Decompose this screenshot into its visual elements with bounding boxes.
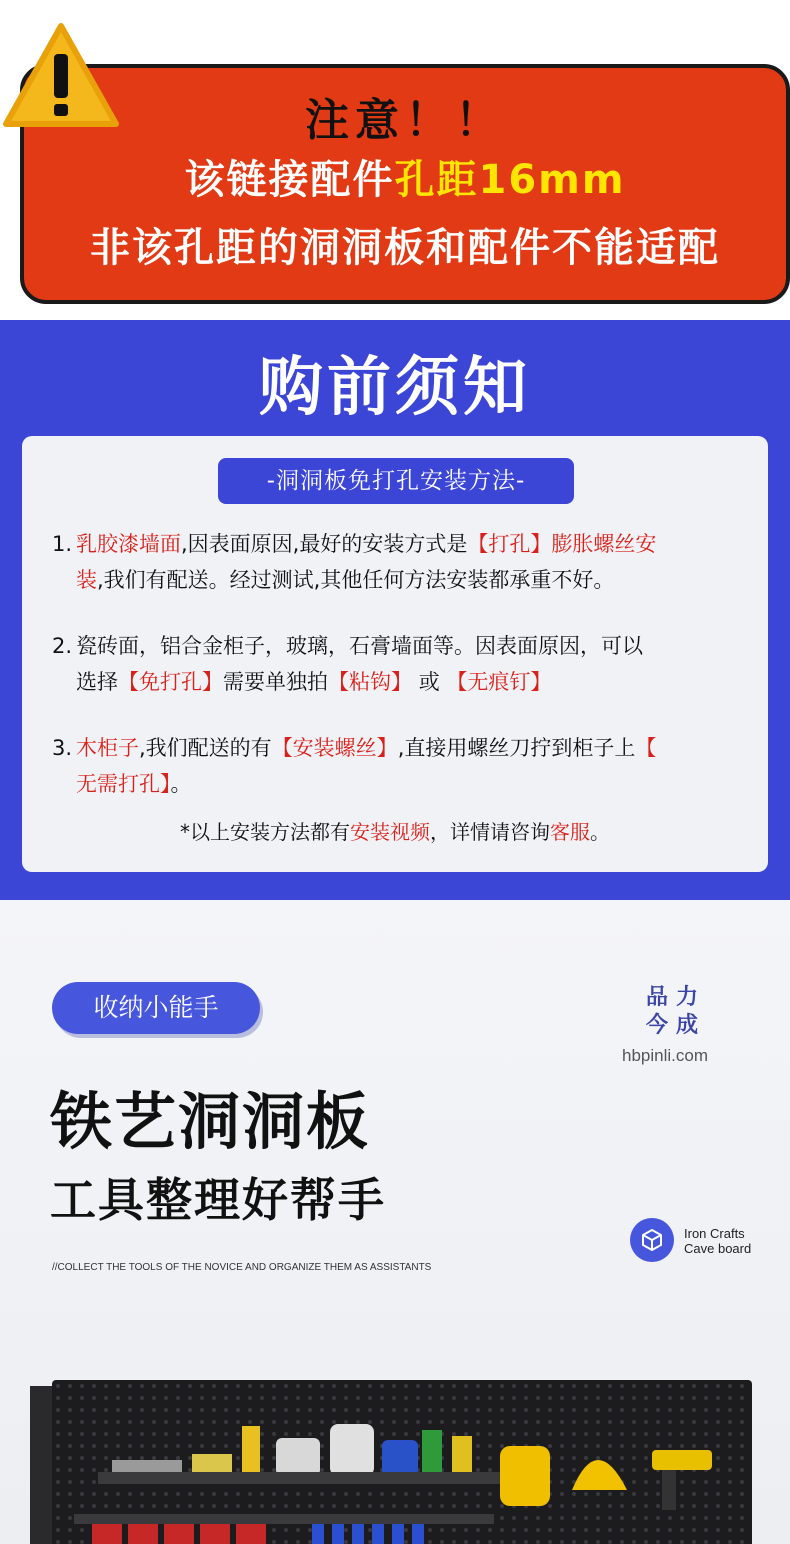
item-number: 2. bbox=[52, 634, 73, 658]
notice-item-1 bbox=[52, 526, 752, 598]
item1-text: ,我们有配送。经过测试,其他任何方法安装都承重不好。 bbox=[97, 568, 615, 592]
item1-highlight: 乳胶漆墙面 bbox=[76, 532, 181, 556]
item2-text: 选择 bbox=[76, 670, 118, 694]
logo-char: 今 bbox=[645, 1013, 668, 1038]
brand-url: hbpinli.com bbox=[622, 1046, 708, 1065]
item1-highlight: 【打孔】膨胀螺丝安 bbox=[467, 532, 657, 556]
warning-box bbox=[20, 64, 790, 304]
product-subtitle: 工具整理好帮手 bbox=[50, 1173, 386, 1227]
notice-footer bbox=[22, 816, 768, 845]
product-section bbox=[0, 900, 790, 1544]
item2-highlight: 【无痕钉】 bbox=[446, 670, 552, 694]
warning-compat-note: 非该孔距的洞洞板和配件不能适配 bbox=[90, 225, 720, 271]
logo-char: 品 bbox=[645, 985, 668, 1010]
warning-banner bbox=[0, 0, 790, 320]
notice-card bbox=[22, 436, 768, 872]
item1-text: ,因表面原因,最好的安装方式是 bbox=[181, 532, 468, 556]
pegboard-shelf bbox=[74, 1514, 494, 1524]
install-method-heading: -洞洞板免打孔安装方法- bbox=[218, 458, 574, 504]
item2-text: 瓷砖面，铝合金柜子，玻璃，石膏墙面等。因表面原因，可以 bbox=[76, 634, 643, 658]
pegboard-side bbox=[30, 1386, 54, 1544]
badge-text bbox=[684, 1226, 751, 1256]
notice-item-3 bbox=[52, 730, 752, 802]
cube-icon bbox=[630, 1218, 674, 1262]
notice-title: 购前须知 bbox=[259, 351, 531, 425]
purchase-notice-section bbox=[0, 320, 790, 900]
item-number: 3. bbox=[52, 736, 73, 760]
item3-highlight: 【 bbox=[635, 736, 657, 760]
logo-char: 力 bbox=[675, 985, 698, 1010]
logo-char: 成 bbox=[675, 1013, 698, 1038]
warning-line-spacing bbox=[24, 148, 786, 205]
item1-highlight: 装 bbox=[76, 568, 97, 592]
badge-line-1: Iron Crafts bbox=[684, 1226, 745, 1241]
item2-text: 或 bbox=[418, 670, 440, 694]
item2-highlight: 【免打孔】 bbox=[118, 670, 223, 694]
warning-line2-prefix: 该链接配件 bbox=[184, 157, 395, 203]
item3-highlight: 无需打孔】 bbox=[76, 772, 171, 796]
english-tagline: //COLLECT THE TOOLS OF THE NOVICE AND ORGANIZE THEM AS ASSISTANTS bbox=[52, 1262, 432, 1273]
warning-hole-spacing: 孔距16mm bbox=[394, 157, 626, 203]
item-number: 1. bbox=[52, 532, 73, 556]
notice-item-2 bbox=[52, 628, 752, 700]
badge-line-2: Cave board bbox=[684, 1241, 752, 1256]
item2-text: 需要单独拍 bbox=[223, 670, 328, 694]
product-title: 铁艺洞洞板 bbox=[50, 1085, 371, 1158]
warning-title: 注意！！ bbox=[305, 95, 505, 146]
item3-text: 。 bbox=[170, 772, 192, 796]
footer-service-link: 客服 bbox=[550, 820, 590, 844]
brand-logo bbox=[640, 982, 704, 1042]
item3-text: ,直接用螺丝刀拧到柜子上 bbox=[397, 736, 636, 760]
footer-text: ，详情请咨询 bbox=[430, 820, 550, 844]
footer-text: 。 bbox=[590, 820, 610, 844]
storage-tag: 收纳小能手 bbox=[52, 982, 260, 1034]
item3-text: ,我们配送的有 bbox=[139, 736, 272, 760]
footer-text: *以上安装方法都有 bbox=[180, 820, 350, 844]
warning-triangle-icon bbox=[0, 20, 122, 132]
pegboard-shelf bbox=[98, 1472, 500, 1484]
footer-video-link: 安装视频 bbox=[350, 820, 430, 844]
item2-highlight: 【粘钩】 bbox=[328, 670, 412, 694]
item3-highlight: 木柜子 bbox=[76, 736, 139, 760]
item3-highlight: 【安装螺丝】 bbox=[271, 736, 398, 760]
